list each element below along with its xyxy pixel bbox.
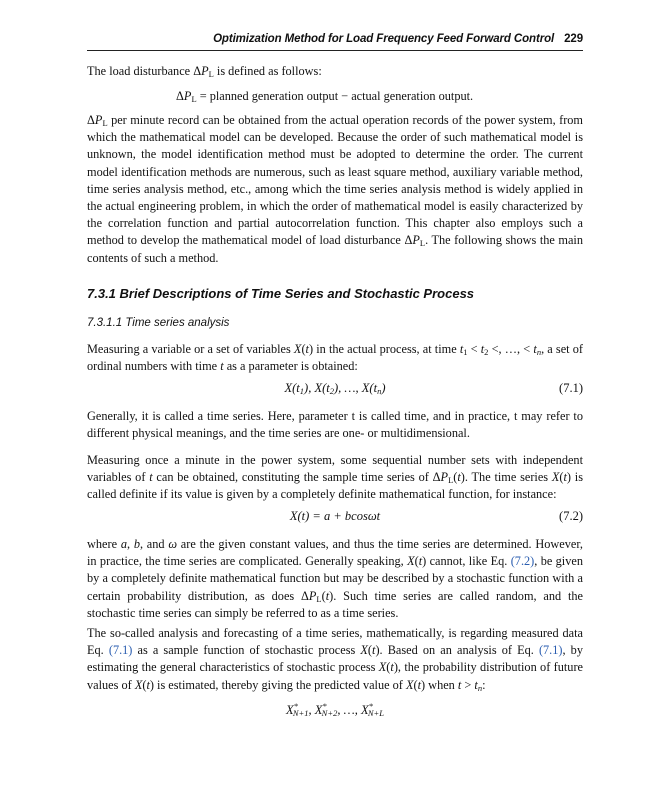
paragraph-4: Measuring once a minute in the power system, some sequential number sets with independent variables of t can be obtained, constituting the sample time series of $\Delta P_L(t)$. The time series X(t) is called definite if its value is given by a completely definite mathematical function, for instance: <box>87 453 584 502</box>
equation-link[interactable]: (7.1) <box>108 643 133 658</box>
equation-number: (7.1) <box>559 381 583 395</box>
intro-line: The load disturbance $\Delta P_L$ is defined as follows: <box>87 64 322 79</box>
header-rule <box>87 50 583 51</box>
equation-7-2: X(t) = a + bcosωt (7.2) <box>289 509 583 523</box>
running-title: Optimization Method for Load Frequency Feed Forward Control <box>213 33 555 45</box>
paragraph-1: $\Delta P_L$ per minute record can be obtained from the actual operation records of the power system, from which the mathematical model can be developed. Because the order of such mathematical model is unknown, the model identification method must be adopted to determine the order. The current model identification methods are numerous, such as least square method, auxiliary variable method, time series analysis method, etc., among which the time series analysis method is widely applied in the actual engineering problem, in which the order of mathematical model is easily characterized by the correlation function and partial autocorrelation function. This chapter also employs such a method to develop the mathematical model of load disturbance $\Delta P_L$. The following shows the main contents of such a method. <box>87 113 583 265</box>
equation-number: (7.2) <box>559 509 583 523</box>
definition-equation: $\Delta P_L$ = planned generation output − actual generation output. <box>176 89 474 104</box>
section-heading: 7.3.1 Brief Descriptions of Time Series and Stochastic Process <box>87 286 475 301</box>
paragraph-2: Measuring a variable or a set of variables X(t) in the actual process, at time $t_1 < t_2$ <, …, < $t_n$, a set of ordinal numbers with time t as a parameter is obtained: <box>87 342 583 374</box>
subsection-heading: 7.3.1.1 Time series analysis <box>87 317 230 329</box>
page-number: 229 <box>564 33 583 45</box>
equation-link[interactable]: (7.1) <box>538 643 563 658</box>
paragraph-6: The so-called analysis and forecasting of a time series, mathematically, is regarding measured data Eq. (7.1) as a sample function of stochastic process X(t). Based on an analysis of Eq. (7.1), by estimating the general characteristics of stochastic process X(t), the probability distribution of future values of X(t) is estimated, thereby giving the predicted value of X(t) when $t > t_n$: <box>87 626 584 693</box>
equation-7-1: $X(t_1)$, $X(t_2)$, …, $X(t_n)$ (7.1) <box>284 381 583 396</box>
paragraph-5: where a, b, and ω are the given constant values, and thus the time series are determined. However, in practice, the time series are complicated. Generally speaking, X(t) cannot, like Eq. (7.2), be given by a completely definite mathematical function but may be described by a stochastic function with a certain probability distribution, as does $\Delta P_L(t)$. Such time series are called random, and the stochastic time series can simply be referred to as a time series. <box>87 537 583 620</box>
running-head <box>87 33 583 45</box>
equation-link[interactable]: (7.2) <box>510 554 535 569</box>
equation-forecast: $X^*_{N+1}$, $X^*_{N+2}$, …, $X^*_{N+L}$ <box>285 700 385 718</box>
paragraph-3: Generally, it is called a time series. Here, parameter t is called time, and in practice, t may refer to different physical meanings, and the time series are one- or multidimensional. <box>87 409 583 441</box>
